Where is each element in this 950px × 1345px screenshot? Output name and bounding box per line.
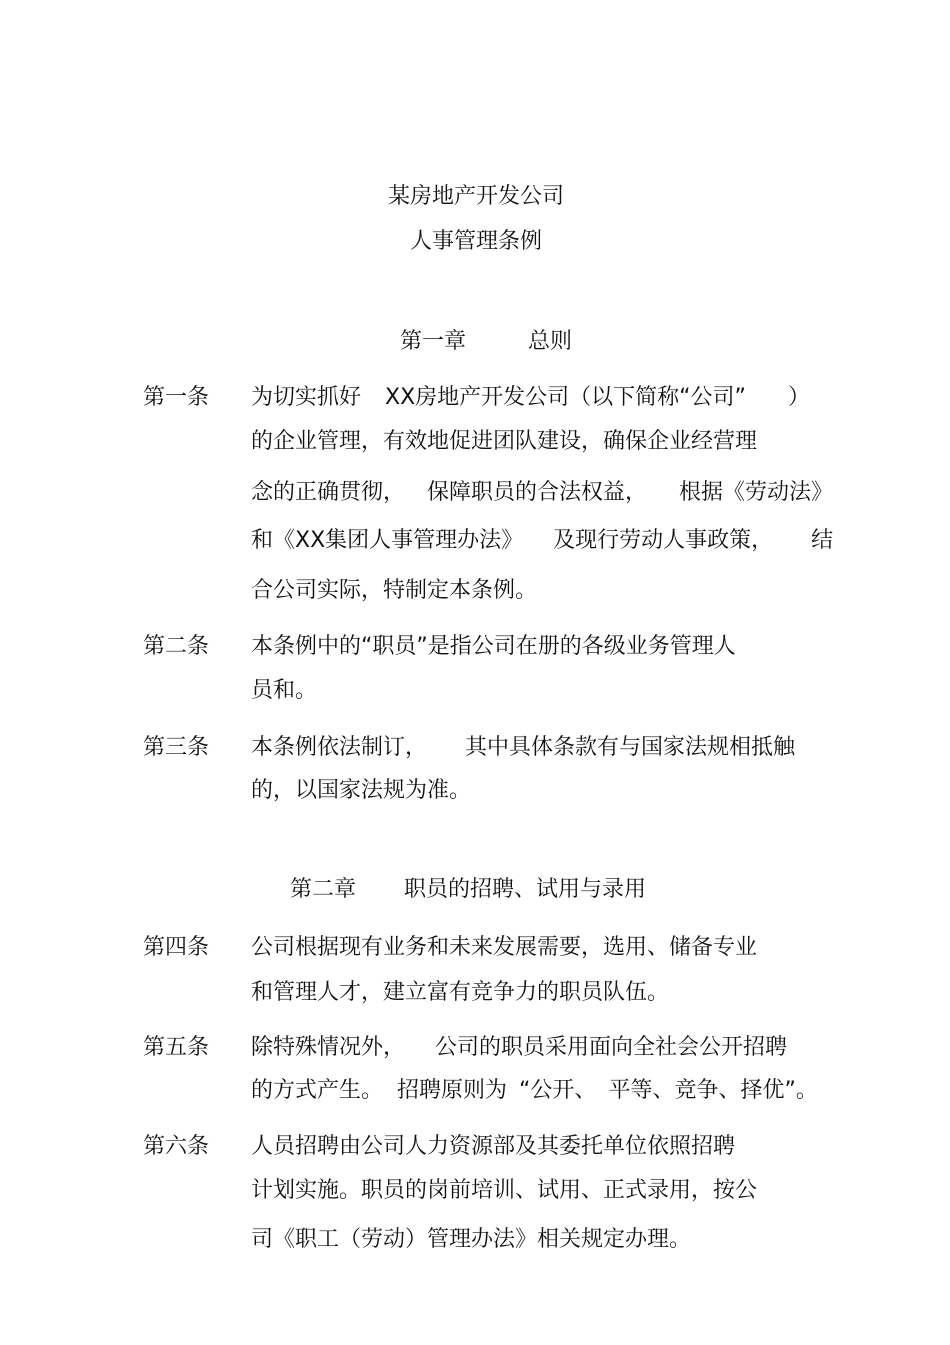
chapter-heading [400,329,572,355]
chapter-name: 职员的招聘、试用与录用 [404,877,647,902]
document-title: 某房地产开发公司 [388,184,565,209]
article-label: 第三条 [143,735,210,760]
article-label: 第六条 [143,1134,210,1159]
article-label: 第四条 [143,935,210,960]
article-line: 的方式产生。 招聘原则为 “公开、 平等、竞争、择优”。 [251,1078,818,1103]
article-line: 为切实抓好 XX房地产开发公司（以下简称“公司” ） [251,385,810,410]
chapter-number: 第二章 [290,877,357,902]
article-line: 司《职工（劳动）管理办法》相关规定办理。 [251,1227,692,1252]
article-line: 的企业管理，有效地促进团队建设，确保企业经营理 [251,429,758,454]
article-label: 第二条 [143,634,210,659]
article-label: 第五条 [143,1035,210,1060]
chapter-number: 第一章 [400,329,467,354]
article-line: 除特殊情况外， 公司的职员采用面向全社会公开招聘 [251,1035,788,1060]
article-line: 本条例依法制订， 其中具体条款有与国家法规相抵触 [251,735,796,760]
article-line: 公司根据现有业务和未来发展需要，选用、储备专业 [251,935,758,960]
article-line: 计划实施。职员的岗前培训、试用、正式录用，按公 [251,1178,758,1203]
article-line: 合公司实际，特制定本条例。 [251,578,538,603]
article-line: 人员招聘由公司人力资源部及其委托单位依照招聘 [251,1134,736,1159]
chapter-name: 总则 [528,329,573,354]
article-line: 和《XX集团人事管理办法》 及现行劳动人事政策， 结 [251,528,834,553]
article-line: 和管理人才，建立富有竞争力的职员队伍。 [251,980,670,1005]
article-line: 员和。 [251,678,318,703]
article-label: 第一条 [143,385,210,410]
article-line: 的，以国家法规为准。 [251,778,472,803]
article-line: 本条例中的“职员”是指公司在册的各级业务管理人 [251,634,736,659]
chapter-heading [290,877,646,903]
article-line: 念的正确贯彻， 保障职员的合法权益， 根据《劳动法》 [251,480,834,505]
document-subtitle: 人事管理条例 [410,229,543,254]
